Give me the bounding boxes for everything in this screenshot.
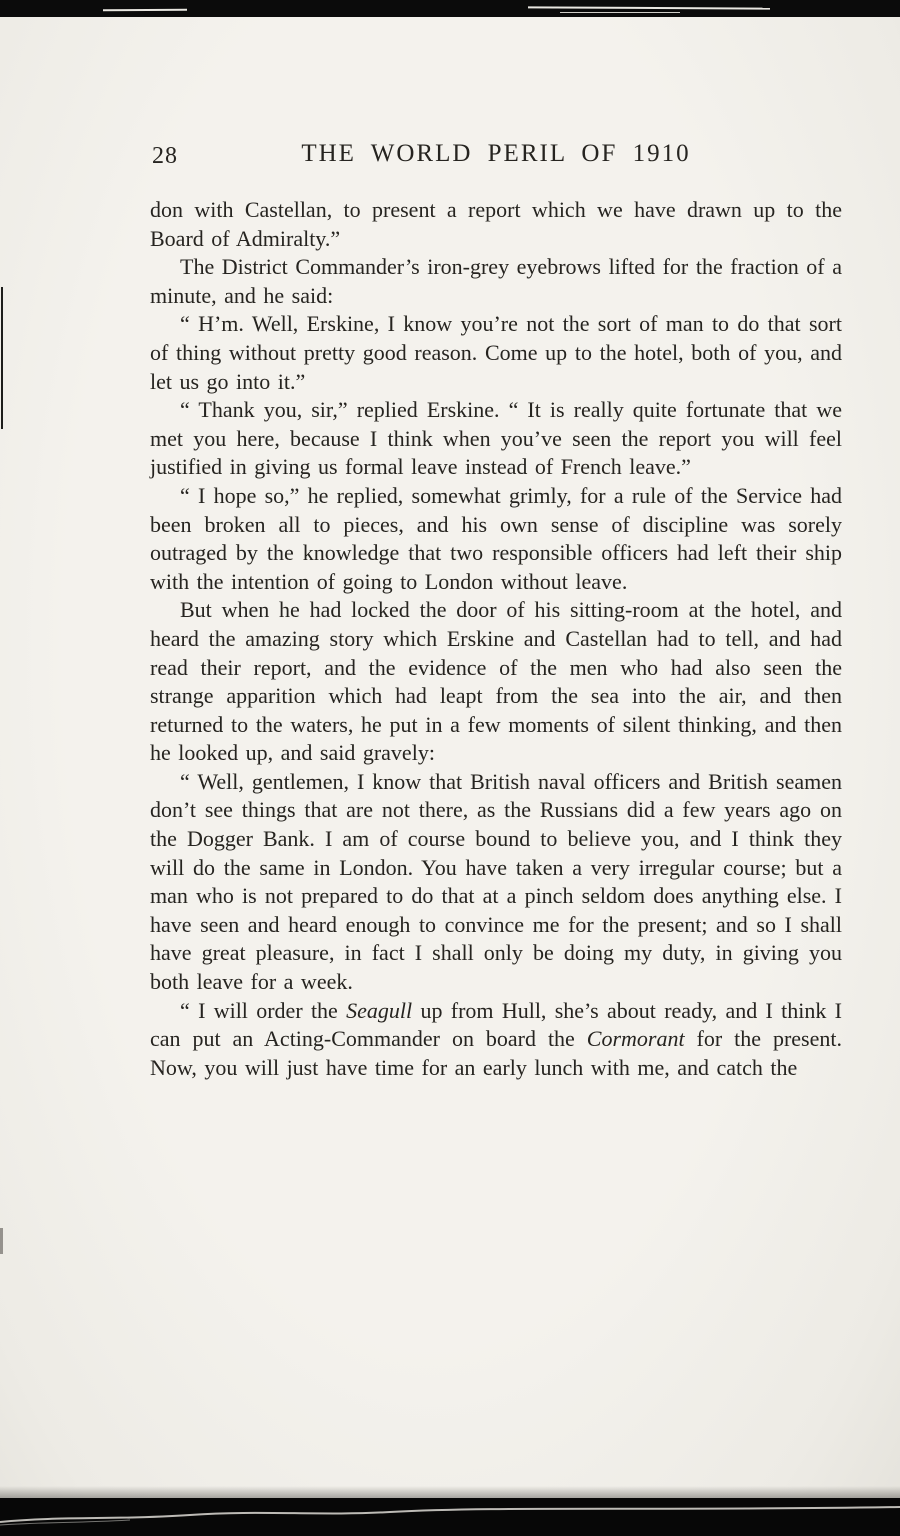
running-title: THE WORLD PERIL OF 1910 — [301, 140, 691, 167]
text-run: up from Hull, she’s about ready, and I think I can put an Acting-Commander on board the — [150, 997, 843, 1052]
scan-artifact-left-edge-line — [1, 287, 3, 429]
text-run: “ I will order the — [180, 997, 347, 1023]
page-header — [150, 140, 842, 174]
ship-name-cormorant: Cormorant — [586, 1026, 685, 1052]
text-run: for the present. Now, you will just have time for an early lunch with me, and catch the — [150, 1026, 842, 1080]
scan-scratch — [528, 6, 770, 9]
scan-artifact-bottom-bar — [0, 1498, 900, 1536]
scan-artifact-bottom-shadow — [0, 1486, 900, 1498]
paragraph: don with Castellan, to present a report which we have drawn up to the Board of Admiralty.” — [150, 197, 842, 251]
paragraph: “ H’m. Well, Erskine, I know you’re not the sort of man to do that sort of thing without pretty good reason. Come up to the hotel, both of you, and let us go into it.” — [150, 311, 842, 394]
paragraph: “ Thank you, sir,” replied Erskine. “ It is really quite fortunate that we met you here, because I think when you’ve seen the report you will feel justified in giving us formal leave instead of French leave.” — [150, 397, 842, 480]
paragraph: “ Well, gentlemen, I know that British naval officers and British seamen don’t see things that are not there, as the Russians did a few years ago on the Dogger Bank. I am of course bound to believe you, and I think they will do the same in London. You have taken a very irregular course; but a man who is not prepared to do that at a pinch seldom does anything else. I have seen and heard enough to convince me for the present; and so I shall have great pleasure, in fact I shall only be doing my duty, in giving you both leave for a week. — [150, 768, 842, 995]
body-text — [150, 196, 842, 1082]
page-number: 28 — [152, 143, 178, 169]
scan-artifact-top-bar — [0, 0, 900, 17]
scan-scratch — [560, 12, 680, 13]
paragraph: “ I hope so,” he replied, somewhat grimly, for a rule of the Service had been broken all to pieces, and his own sense of discipline was sorely outraged by the knowledge that two responsible officers had left their ship with the intention of going to London without leave. — [150, 482, 842, 594]
scan-scratch-wavy-line — [0, 1498, 900, 1536]
scan-scratch — [103, 9, 187, 12]
scan-artifact-left-smudge — [0, 1228, 3, 1254]
paragraph: The District Commander’s iron-grey eyebrows lifted for the fraction of a minute, and he said: — [150, 254, 842, 308]
ship-name-seagull: Seagull — [346, 997, 413, 1023]
paragraph: But when he had locked the door of his sitting-room at the hotel, and heard the amazing story which Erskine and Castellan had to tell, and had read their report, and the evidence of the men who had also seen the strange apparition which had leapt from the sea into the air, and then returned to the waters, he put in a few moments of silent thinking, and then he looked up, and said gravely: — [150, 597, 842, 766]
paragraph — [150, 997, 842, 1083]
